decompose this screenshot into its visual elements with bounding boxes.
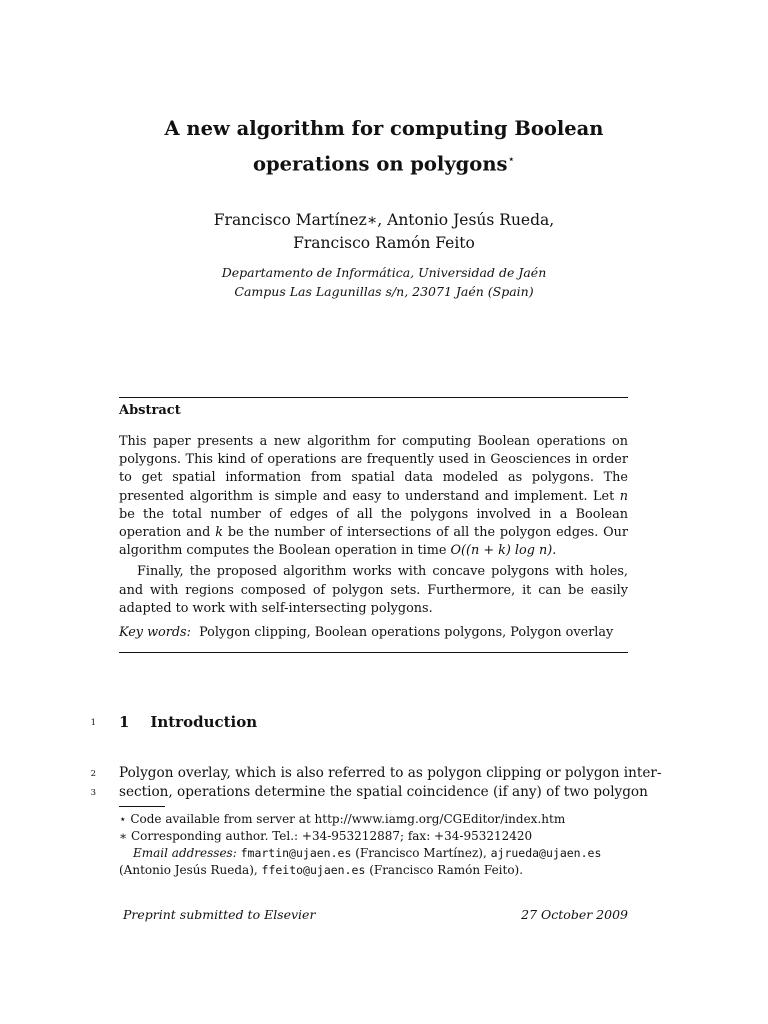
- keywords-list: Polygon clipping, Boolean operations polygons, Polygon overlay: [199, 625, 614, 640]
- affiliation-line-2: Campus Las Lagunillas s/n, 23071 Jaén (Spain): [234, 284, 534, 299]
- title-line-2: [0, 144, 768, 180]
- title-line-2-text: operations on polygons: [253, 152, 508, 176]
- author-martinez: Francisco Martínez: [213, 211, 367, 229]
- authors-line-1: [0, 209, 768, 232]
- abstract-p1-part-a: This paper presents a new algorithm for computing Boolean operations on polygons. This kind of operations are frequently used in Geosciences in order to get spatial information from spatial data modeled as polygons. The presented algorithm is simple and easy to understand and implement. Let: [119, 434, 628, 504]
- title-line-1: A new algorithm for computing Boolean: [164, 117, 604, 140]
- footnote-emails-line-1: [119, 845, 639, 862]
- var-n: n: [619, 488, 628, 504]
- introduction-text: [119, 764, 662, 802]
- author-list: [0, 209, 768, 255]
- affiliation: [0, 263, 768, 301]
- section-number: 1: [119, 713, 130, 731]
- keywords-label: Key words:: [119, 625, 191, 640]
- keywords: [119, 625, 613, 640]
- section-heading: [119, 713, 257, 731]
- author-rueda: , Antonio Jesús Rueda,: [377, 211, 555, 229]
- email-rueda: ajrueda@ujaen.es: [490, 846, 602, 860]
- intro-line-2: section, operations determine the spatial coincidence (if any) of two polygon: [119, 784, 648, 800]
- abstract-top-rule: [119, 397, 628, 398]
- complexity-formula: O((n + k) log n).: [450, 543, 557, 559]
- footnote-corr-text: Corresponding author. Tel.: +34-953212887; fax: +34-953212420: [130, 829, 533, 843]
- line-number-2: 2: [90, 769, 96, 779]
- footnotes: [119, 811, 639, 879]
- email-label: Email addresses:: [133, 846, 237, 860]
- abstract-bottom-rule: [119, 652, 628, 653]
- intro-line-1: Polygon overlay, which is also referred to as polygon clipping or polygon inter-: [119, 765, 662, 781]
- authors-line-2: Francisco Ramón Feito: [293, 234, 475, 252]
- email-rueda-name: (Antonio Jesús Rueda),: [119, 863, 262, 877]
- title-footnote-star: ⋆: [507, 152, 515, 166]
- footnote-star-text: Code available from server at http://www.iamg.org/CGEditor/index.htm: [130, 812, 566, 826]
- line-number-3: 3: [90, 788, 96, 798]
- footer-left: Preprint submitted to Elsevier: [123, 907, 316, 922]
- email-martinez-name: (Francisco Martínez),: [351, 846, 491, 860]
- abstract-paragraph-1: [119, 433, 628, 560]
- abstract-heading: Abstract: [119, 403, 181, 418]
- footnote-star-mark: ⋆: [119, 812, 127, 826]
- footnote-star: [119, 811, 639, 828]
- email-feito: ffeito@ujaen.es: [261, 863, 366, 877]
- footer-right: 27 October 2009: [521, 907, 628, 922]
- corresponding-star: ∗: [366, 211, 378, 229]
- abstract-paragraph-2: Finally, the proposed algorithm works with concave polygons with holes, and with regions composed of polygon sets. Furthermore, it can be easily adapted to work with self-intersecting polygons.: [119, 564, 628, 616]
- footnote-corr-mark: ∗: [119, 829, 128, 843]
- paper-title: [0, 114, 768, 180]
- email-martinez: fmartin@ujaen.es: [240, 846, 352, 860]
- email-feito-name: (Francisco Ramón Feito).: [365, 863, 524, 877]
- abstract-body: [119, 433, 628, 618]
- line-number-1: 1: [90, 718, 96, 728]
- section-title: Introduction: [150, 713, 258, 731]
- footnote-emails-line-2: [119, 862, 639, 879]
- footnote-rule: [119, 806, 165, 807]
- footnote-corresponding: [119, 828, 639, 845]
- abstract-p1-part-b: be the total number of edges of all the polygons involved in a Boolean operation and: [119, 506, 628, 541]
- affiliation-line-1: Departamento de Informática, Universidad de Jaén: [221, 265, 547, 280]
- var-k: k: [215, 525, 223, 541]
- abstract-p1-part-c: be the number of intersections of all the polygon edges. Our algorithm computes the Boolean operation in time: [119, 525, 628, 559]
